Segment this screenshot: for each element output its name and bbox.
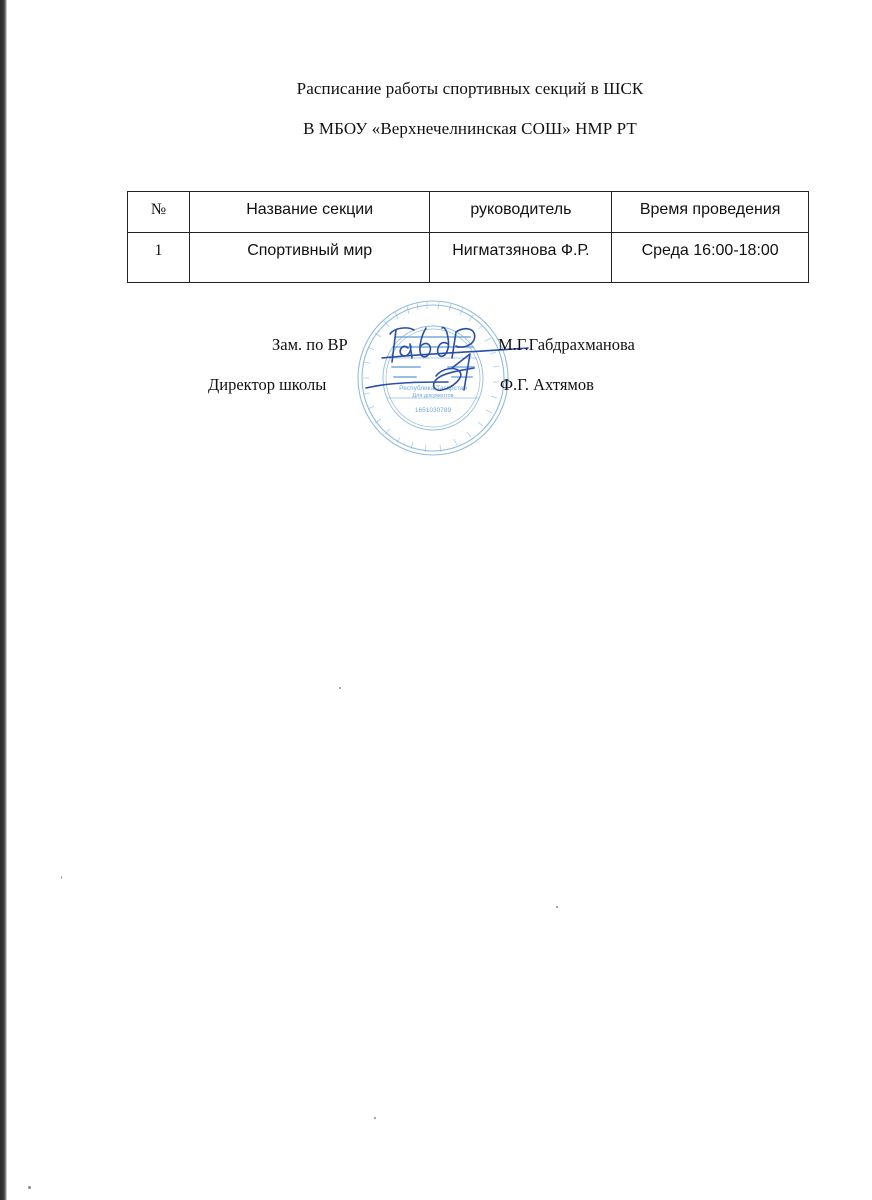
director-name: Ф.Г. Ахтямов	[500, 375, 594, 394]
scan-speck	[61, 876, 62, 879]
table-header-row	[128, 192, 809, 233]
stamp-number: 1651030789	[414, 407, 452, 414]
deputy-name: М.Г.Габдрахманова	[498, 335, 635, 354]
cell-leader: Нигматзянова Ф.Р.	[430, 233, 612, 283]
document-title: Расписание работы спортивных секций в ШСК	[296, 79, 644, 98]
scan-edge-shadow	[0, 0, 7, 1200]
director-role: Директор школы	[208, 375, 327, 394]
column-header-time: Время проведения	[612, 192, 809, 233]
stamp-subtext: Для документов	[412, 393, 454, 399]
handwritten-signature	[352, 318, 532, 410]
stamp-text: Республика Татарстан	[399, 385, 467, 392]
column-header-number: №	[128, 192, 190, 233]
deputy-role: Зам. по ВР	[272, 335, 348, 354]
scan-speck	[28, 1186, 31, 1189]
table-row	[128, 233, 809, 283]
scan-speck	[339, 687, 341, 689]
scan-speck	[374, 1117, 376, 1119]
cell-number: 1	[128, 233, 190, 283]
schedule-table	[127, 191, 809, 283]
column-header-section-name: Название секции	[189, 192, 430, 233]
document-subtitle: В МБОУ «Верхнечелнинская СОШ» НМР РТ	[303, 119, 637, 138]
scan-speck	[556, 906, 558, 908]
cell-section-name: Спортивный мир	[189, 233, 430, 283]
cell-time: Среда 16:00-18:00	[612, 233, 809, 283]
column-header-leader: руководитель	[430, 192, 612, 233]
